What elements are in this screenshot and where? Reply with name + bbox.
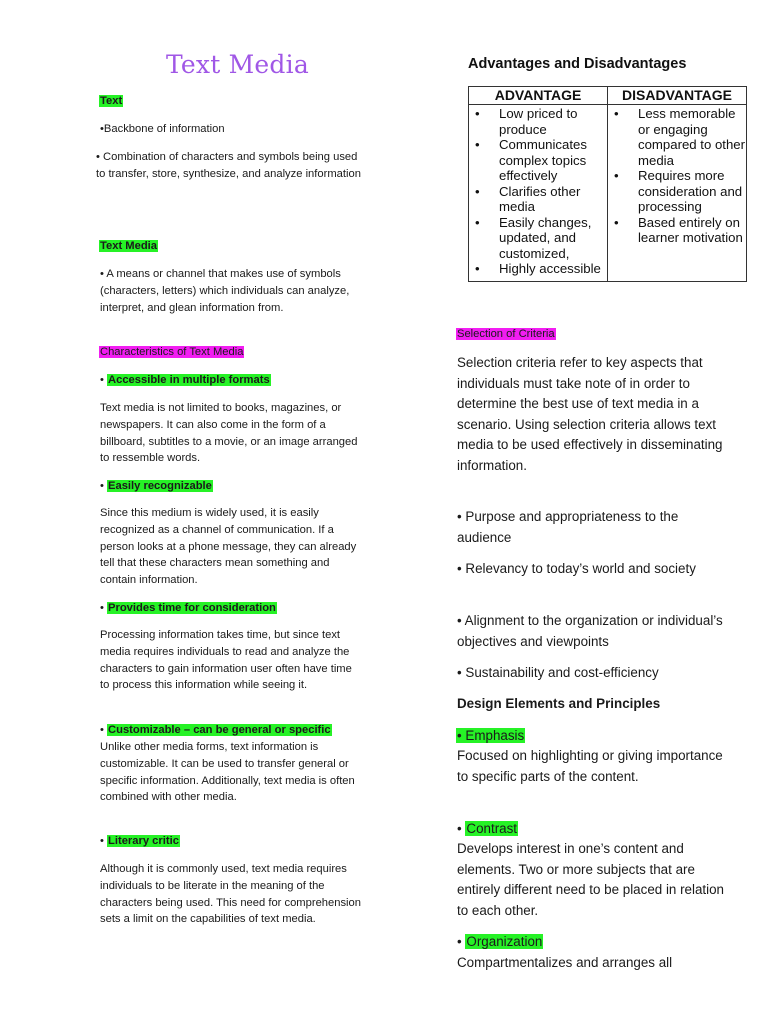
advantage-header: ADVANTAGE: [469, 87, 608, 105]
page-title: Text Media: [166, 50, 309, 79]
disadvantage-item: • Requires more consideration and processing: [608, 168, 746, 215]
text-bullet-1: •Backbone of information: [100, 123, 225, 135]
characteristic-5-heading: • Literary critic: [100, 835, 179, 847]
selection-item-1: • Purpose and appropriateness to the audience: [457, 509, 679, 545]
selection-item-3: • Alignment to the organization or individual’s objectives and viewpoints: [457, 613, 723, 649]
contrast-heading: • Contrast: [457, 821, 518, 836]
characteristic-4-title: Customizable – can be general or specific: [108, 724, 331, 736]
selection-desc: Selection criteria refer to key aspects that individuals must take note of in order to determine the best use of text media in a scenario. Using selection criteria allows text media to be used effectively in disseminating information.: [457, 355, 723, 473]
emphasis-label: • Emphasis: [457, 728, 525, 743]
selection-item-2: • Relevancy to today’s world and society: [457, 561, 696, 576]
characteristic-2-title: Easily recognizable: [108, 480, 212, 492]
characteristic-3-desc: Processing information takes time, but since text media requires individuals to read and analyze the characters to gain information user often have time to process this information while seeing it.: [100, 629, 352, 692]
emphasis-desc: Focused on highlighting or giving importance to specific parts of the content.: [457, 748, 723, 784]
advantage-item: • Highly accessible: [469, 261, 607, 277]
disadvantage-header: DISADVANTAGE: [608, 87, 747, 105]
characteristic-1-desc: Text media is not limited to books, magazines, or newspapers. It can also come in the form of a billboard, subtitles to a movie, or an image arranged to ressemble words.: [100, 402, 358, 465]
advantage-item: • Clarifies other media: [469, 184, 607, 215]
characteristic-2-desc: Since this medium is widely used, it is easily recognized as a channel of communication. If a person looks at a phone message, they can already tell that these characters mean something and contain information.: [100, 507, 357, 587]
characteristic-2-heading: • Easily recognizable: [100, 480, 212, 492]
organization-heading: • Organization: [457, 934, 543, 949]
text-label: Text: [100, 95, 123, 107]
organization-label: Organization: [466, 934, 543, 949]
design-heading: Design Elements and Principles: [457, 696, 661, 711]
organization-desc: Compartmentalizes and arranges all: [457, 955, 673, 970]
characteristic-4-heading: • Customizable – can be general or specific: [100, 724, 331, 736]
characteristic-4-desc: Unlike other media forms, text information is customizable. It can be used to transfer general or specific information. Additionally, text media is often combined with other media.: [100, 741, 355, 804]
characteristic-3-title: Provides time for consideration: [108, 602, 276, 614]
selection-item-4: • Sustainability and cost-efficiency: [457, 665, 659, 680]
advantages-cell: [469, 105, 608, 282]
contrast-label: Contrast: [466, 821, 518, 836]
characteristic-1-heading: • Accessible in multiple formats: [100, 374, 270, 386]
characteristic-5-title: Literary critic: [108, 835, 179, 847]
advantage-item: • Communicates complex topics effectively: [469, 137, 607, 184]
contrast-desc: Develops interest in one’s content and elements. Two or more subjects that are entirely different need to be placed in relation to each other.: [457, 841, 725, 918]
advantages-table: [468, 86, 747, 282]
advantage-item: • Easily changes, updated, and customized,: [469, 215, 607, 262]
characteristics-label: Characteristics of Text Media: [100, 346, 244, 358]
disadvantage-item: • Less memorable or engaging compared to other media: [608, 106, 746, 168]
characteristic-1-title: Accessible in multiple formats: [108, 374, 270, 386]
characteristic-5-desc: Although it is commonly used, text media requires individuals to be literate in the meaning of the characters being used. This need for comprehension sets a limit on the capabilities of text media.: [100, 863, 361, 926]
disadvantages-cell: [608, 105, 747, 282]
advantage-item: • Low priced to produce: [469, 106, 607, 137]
advantages-title: Advantages and Disadvantages: [468, 56, 687, 72]
text-bullet-2: • Combination of characters and symbols being used to transfer, store, synthesize, and analyze information: [96, 151, 361, 180]
selection-label: Selection of Criteria: [457, 328, 555, 340]
disadvantage-item: • Based entirely on learner motivation: [608, 215, 746, 246]
text-media-label: Text Media: [100, 240, 157, 252]
characteristic-3-heading: • Provides time for consideration: [100, 602, 276, 614]
text-media-desc: • A means or channel that makes use of symbols (characters, letters) which individuals can analyze, interpret, and glean information from.: [100, 268, 350, 314]
